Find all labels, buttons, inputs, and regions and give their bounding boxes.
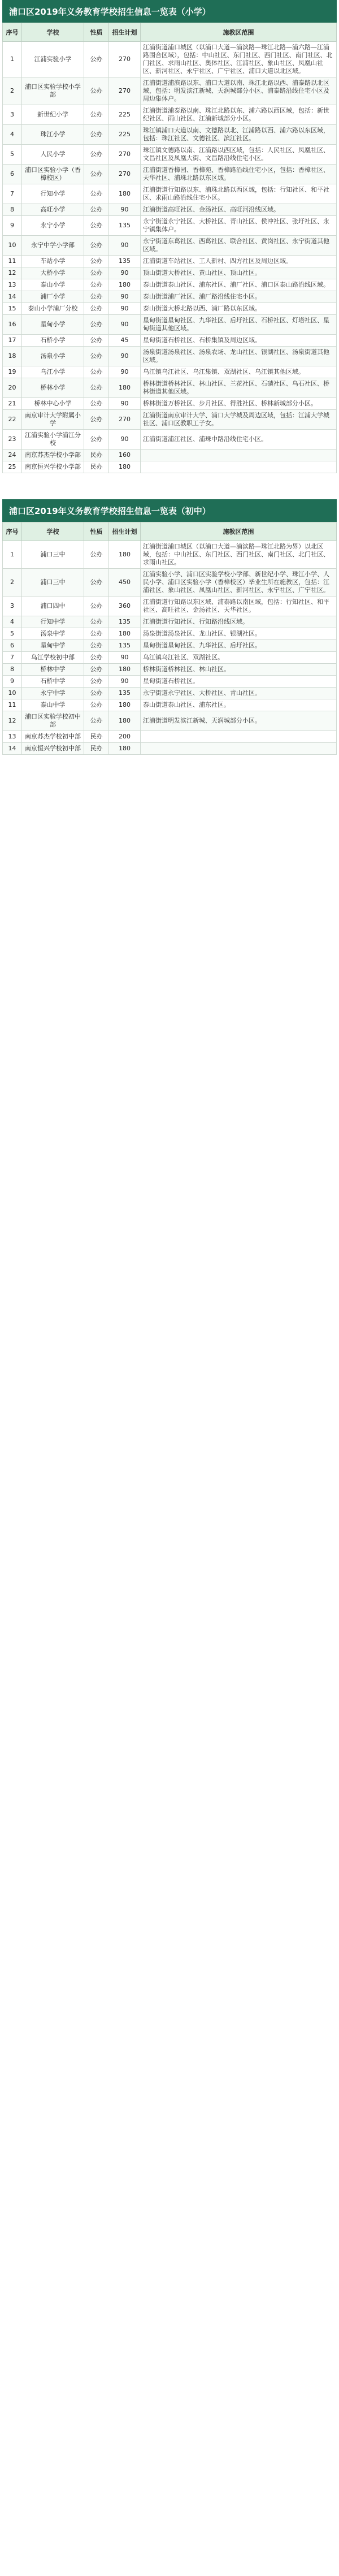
table-row [3, 688, 337, 699]
catchment-area [141, 731, 337, 743]
row-number: 5 [3, 628, 22, 640]
table-row [3, 145, 337, 165]
row-number: 7 [3, 184, 22, 204]
row-number: 16 [3, 315, 22, 335]
table-row [3, 430, 337, 449]
school-name: 南京苏杰学校初中部 [22, 731, 84, 743]
catchment-area: 江浦街道浦泰路以南、珠江北路以东、浦六路以西区域，包括：新世纪社区、雨山社区、江浦新城部分小区。 [141, 105, 337, 125]
row-number: 3 [3, 105, 22, 125]
table-row [3, 204, 337, 216]
enrollment-plan: 90 [109, 366, 141, 378]
catchment-area: 江浦街道南京审计大学、浦口大学城及周边区域，包括：江浦大学城社区、浦口区教职工子女。 [141, 410, 337, 430]
row-number: 22 [3, 410, 22, 430]
enrollment-plan: 90 [109, 676, 141, 688]
school-name: 浦口区实验学校初中部 [22, 711, 84, 731]
school-name: 桥林中学 [22, 664, 84, 676]
row-number: 8 [3, 664, 22, 676]
row-number: 20 [3, 378, 22, 398]
school-type: 公办 [84, 347, 109, 366]
row-number: 11 [3, 256, 22, 267]
enrollment-plan: 450 [109, 569, 141, 597]
enrollment-plan: 90 [109, 303, 141, 315]
enrollment-plan: 180 [109, 628, 141, 640]
catchment-area: 桥林街道万桥社区、步月社区、得胜社区、桥林新城部分小区。 [141, 398, 337, 410]
table-row [3, 731, 337, 743]
enrollment-plan: 135 [109, 640, 141, 652]
row-number: 23 [3, 430, 22, 449]
enrollment-plan: 90 [109, 347, 141, 366]
table-row [3, 165, 337, 184]
row-number: 2 [3, 569, 22, 597]
primary-school-table [2, 23, 337, 473]
school-name: 浦口区实验学校小学部 [22, 77, 84, 105]
school-name: 浦口区实验小学（香樟校区） [22, 165, 84, 184]
catchment-area: 乌江镇乌江社区、乌江集镇、双湖社区、乌江镇其他区域。 [141, 366, 337, 378]
school-type: 公办 [84, 688, 109, 699]
school-type: 公办 [84, 303, 109, 315]
catchment-area: 江浦街道高旺社区、金汤社区、高旺河沿线区域。 [141, 204, 337, 216]
school-name: 乌江学校初中部 [22, 652, 84, 664]
primary-header-row [3, 23, 337, 42]
table-row [3, 347, 337, 366]
school-name: 江浦实验小学浦江分校 [22, 430, 84, 449]
school-name: 星甸小学 [22, 315, 84, 335]
row-number: 5 [3, 145, 22, 165]
school-name: 汤泉中学 [22, 628, 84, 640]
school-name: 星甸中学 [22, 640, 84, 652]
school-type: 公办 [84, 125, 109, 145]
table-row [3, 616, 337, 628]
school-type: 公办 [84, 216, 109, 236]
catchment-area: 星甸街道星甸社区、九华社区、后圩社区。 [141, 640, 337, 652]
catchment-area: 永宁街道永宁社区、大桥社区、青山社区。 [141, 688, 337, 699]
school-name: 桥林小学 [22, 378, 84, 398]
school-name: 南京审计大学附属小学 [22, 410, 84, 430]
row-number: 3 [3, 597, 22, 616]
column-header: 学校 [22, 23, 84, 42]
school-type: 公办 [84, 569, 109, 597]
column-header: 施教区范围 [141, 23, 337, 42]
school-type: 公办 [84, 699, 109, 711]
table-row [3, 410, 337, 430]
table-row [3, 105, 337, 125]
school-name: 人民小学 [22, 145, 84, 165]
row-number: 9 [3, 676, 22, 688]
catchment-area [141, 461, 337, 473]
school-name: 泰山中学 [22, 699, 84, 711]
enrollment-plan: 270 [109, 42, 141, 77]
school-type: 公办 [84, 315, 109, 335]
table-row [3, 184, 337, 204]
school-type: 公办 [84, 236, 109, 256]
enrollment-plan: 180 [109, 461, 141, 473]
row-number: 9 [3, 216, 22, 236]
row-number: 17 [3, 335, 22, 347]
enrollment-plan: 135 [109, 256, 141, 267]
column-header: 性质 [84, 522, 109, 541]
table-row [3, 216, 337, 236]
enrollment-plan: 135 [109, 216, 141, 236]
column-header: 招生计划 [109, 23, 141, 42]
table-row [3, 366, 337, 378]
school-type: 公办 [84, 165, 109, 184]
row-number: 10 [3, 688, 22, 699]
school-type: 公办 [84, 430, 109, 449]
table-row [3, 125, 337, 145]
enrollment-plan: 90 [109, 652, 141, 664]
school-name: 石桥中学 [22, 676, 84, 688]
enrollment-plan: 90 [109, 204, 141, 216]
column-header: 学校 [22, 522, 84, 541]
primary-section [0, 0, 339, 473]
catchment-area: 汤泉街道汤泉社区、汤泉农场、龙山社区、银湖社区、汤泉街道其他区域。 [141, 347, 337, 366]
catchment-area: 泰山街道浦厂社区、浦厂路沿线住宅小区。 [141, 291, 337, 303]
school-name: 永宁中学 [22, 688, 84, 699]
table-row [3, 461, 337, 473]
school-type: 民办 [84, 731, 109, 743]
enrollment-plan: 200 [109, 731, 141, 743]
row-number: 24 [3, 449, 22, 461]
school-name: 南京恒兴学校小学部 [22, 461, 84, 473]
column-header: 序号 [3, 23, 22, 42]
column-header: 施教区范围 [141, 522, 337, 541]
table-row [3, 256, 337, 267]
catchment-area: 泰山街道大桥北路以西、浦厂路以东区域。 [141, 303, 337, 315]
school-type: 民办 [84, 461, 109, 473]
catchment-area: 永宁街道永宁社区、大桥社区、青山社区、侯冲社区、张圩社区、永宁镇集体户。 [141, 216, 337, 236]
enrollment-plan: 225 [109, 105, 141, 125]
table-row [3, 449, 337, 461]
table-row [3, 42, 337, 77]
row-number: 21 [3, 398, 22, 410]
school-name: 浦厂小学 [22, 291, 84, 303]
column-header: 性质 [84, 23, 109, 42]
school-type: 公办 [84, 652, 109, 664]
school-type: 公办 [84, 184, 109, 204]
table-row [3, 236, 337, 256]
catchment-area: 江浦街道浦滨路以东、浦口大道以南、珠江北路以西、浦泰路以北区域，包括：明发滨江新城、天润城部分小区、浦泰路沿线住宅小区及周边集体户。 [141, 77, 337, 105]
enrollment-plan: 270 [109, 145, 141, 165]
school-type: 公办 [84, 398, 109, 410]
row-number: 14 [3, 291, 22, 303]
row-number: 1 [3, 42, 22, 77]
row-number: 4 [3, 616, 22, 628]
school-name: 永宁中学小学部 [22, 236, 84, 256]
school-name: 新世纪小学 [22, 105, 84, 125]
enrollment-plan: 135 [109, 688, 141, 699]
column-header: 招生计划 [109, 522, 141, 541]
row-number: 6 [3, 165, 22, 184]
school-name: 汤泉小学 [22, 347, 84, 366]
school-name: 泰山小学浦厂分校 [22, 303, 84, 315]
school-type: 公办 [84, 541, 109, 569]
row-number: 12 [3, 267, 22, 279]
catchment-area: 江浦实验小学、浦口区实验学校小学部、新世纪小学、珠江小学、人民小学、浦口区实验小学（香樟校区）毕业生所在施教区，包括：江浦社区、象山社区、凤凰山社区、新河社区、永宁社区、广宁社区。 [141, 569, 337, 597]
school-type: 公办 [84, 664, 109, 676]
enrollment-plan: 180 [109, 711, 141, 731]
row-number: 18 [3, 347, 22, 366]
school-type: 公办 [84, 256, 109, 267]
table-row [3, 664, 337, 676]
school-name: 南京恒兴学校初中部 [22, 743, 84, 755]
row-number: 11 [3, 699, 22, 711]
enrollment-plan: 90 [109, 398, 141, 410]
enrollment-plan: 270 [109, 165, 141, 184]
school-type: 公办 [84, 279, 109, 291]
enrollment-plan: 270 [109, 410, 141, 430]
row-number: 12 [3, 711, 22, 731]
school-name: 浦口四中 [22, 597, 84, 616]
catchment-area: 江浦街道车站社区、工人新村、四方社区及周边区域。 [141, 256, 337, 267]
row-number: 14 [3, 743, 22, 755]
row-number: 13 [3, 731, 22, 743]
school-name: 乌江小学 [22, 366, 84, 378]
middle-school-table [2, 522, 337, 755]
enrollment-plan: 225 [109, 125, 141, 145]
school-name: 泰山小学 [22, 279, 84, 291]
table-row [3, 398, 337, 410]
enrollment-plan: 180 [109, 664, 141, 676]
enrollment-plan: 180 [109, 279, 141, 291]
school-type: 公办 [84, 616, 109, 628]
middle-section [0, 499, 339, 755]
catchment-area [141, 449, 337, 461]
table-row [3, 597, 337, 616]
catchment-area: 江浦街道行知社区、行知路沿线区域。 [141, 616, 337, 628]
column-header: 序号 [3, 522, 22, 541]
table-row [3, 291, 337, 303]
school-name: 桥林中心小学 [22, 398, 84, 410]
school-name: 浦口三中 [22, 541, 84, 569]
school-type: 公办 [84, 597, 109, 616]
school-type: 公办 [84, 378, 109, 398]
catchment-area: 江浦街道行知路以东区域、浦泰路以南区域，包括：行知社区、和平社区、高旺社区、金汤社区、天华社区。 [141, 597, 337, 616]
enrollment-plan: 180 [109, 184, 141, 204]
catchment-area: 江浦街道浦江社区、浦珠中路沿线住宅小区。 [141, 430, 337, 449]
catchment-area: 乌江镇乌江社区、双湖社区。 [141, 652, 337, 664]
enrollment-plan: 180 [109, 699, 141, 711]
row-number: 25 [3, 461, 22, 473]
enrollment-plan: 90 [109, 315, 141, 335]
enrollment-plan: 180 [109, 541, 141, 569]
enrollment-plan: 270 [109, 77, 141, 105]
table-row [3, 743, 337, 755]
catchment-area: 泰山街道泰山社区、浦东社区。 [141, 699, 337, 711]
school-type: 公办 [84, 676, 109, 688]
catchment-area: 桥林街道桥林社区、林山社区、兰花社区、石碛社区、乌石社区、桥林街道其他区域。 [141, 378, 337, 398]
catchment-area: 顶山街道大桥社区、黄山社区、顶山社区。 [141, 267, 337, 279]
catchment-area: 桥林街道桥林社区、林山社区。 [141, 664, 337, 676]
enrollment-plan: 45 [109, 335, 141, 347]
table-row [3, 628, 337, 640]
table-row [3, 676, 337, 688]
catchment-area: 星甸街道石桥社区、石桥集镇及周边区域。 [141, 335, 337, 347]
school-name: 石桥小学 [22, 335, 84, 347]
school-name: 永宁小学 [22, 216, 84, 236]
catchment-area: 珠江镇浦口大道以南、文德路以北、江浦路以西、浦六路以东区域，包括：珠江社区、文德社区、滨江社区。 [141, 125, 337, 145]
school-name: 珠江小学 [22, 125, 84, 145]
middle-header-row [3, 522, 337, 541]
table-row [3, 77, 337, 105]
school-name: 浦口三中 [22, 569, 84, 597]
catchment-area: 江浦街道明发滨江新城、天润城部分小区。 [141, 711, 337, 731]
catchment-area: 江浦街道浦口城区（以浦口大道—浦滨路—珠江北路为界）以北区域，包括：中山社区、东门社区、西门社区、南门社区、北门社区、求雨山社区。 [141, 541, 337, 569]
catchment-area: 江浦街道浦口城区（以浦口大道—浦滨路—珠江北路—浦六路—江浦路围合区域），包括：中山社区、东门社区、西门社区、南门社区、北门社区、求雨山社区、奥体社区、江浦社区、象山社区、凤凰山社区、新河社区、永宁社区、广宁社区、浦口大道以北区域。 [141, 42, 337, 77]
primary-table-title: 浦口区2019年义务教育学校招生信息一览表（小学） [2, 0, 337, 23]
school-type: 公办 [84, 628, 109, 640]
table-row [3, 569, 337, 597]
school-name: 江浦实验小学 [22, 42, 84, 77]
row-number: 10 [3, 236, 22, 256]
school-type: 公办 [84, 145, 109, 165]
catchment-area: 珠江镇文德路以南、江浦路以西区域，包括：人民社区、凤凰社区、文昌社区及凤凰大街、文昌路沿线住宅小区。 [141, 145, 337, 165]
row-number: 2 [3, 77, 22, 105]
row-number: 15 [3, 303, 22, 315]
table-row [3, 303, 337, 315]
enrollment-plan: 180 [109, 378, 141, 398]
school-type: 公办 [84, 42, 109, 77]
table-row [3, 267, 337, 279]
table-row [3, 640, 337, 652]
enrollment-plan: 90 [109, 291, 141, 303]
table-row [3, 699, 337, 711]
row-number: 1 [3, 541, 22, 569]
school-type: 公办 [84, 410, 109, 430]
table-row [3, 378, 337, 398]
catchment-area: 星甸街道星甸社区、九华社区、后圩社区、石桥社区、灯塔社区、星甸街道其他区域。 [141, 315, 337, 335]
enrollment-plan: 160 [109, 449, 141, 461]
school-name: 行知中学 [22, 616, 84, 628]
catchment-area: 泰山街道泰山社区、浦东社区、浦厂社区、浦口区泰山路沿线区域。 [141, 279, 337, 291]
school-type: 公办 [84, 105, 109, 125]
school-type: 公办 [84, 640, 109, 652]
school-type: 公办 [84, 77, 109, 105]
section-divider [0, 473, 339, 499]
table-row [3, 315, 337, 335]
enrollment-plan: 180 [109, 743, 141, 755]
row-number: 19 [3, 366, 22, 378]
catchment-area: 江浦街道行知路以东、浦珠北路以西区域，包括：行知社区、和平社区、求雨山路沿线住宅小区。 [141, 184, 337, 204]
enrollment-plan: 90 [109, 430, 141, 449]
school-name: 大桥小学 [22, 267, 84, 279]
enrollment-plan: 360 [109, 597, 141, 616]
school-type: 公办 [84, 267, 109, 279]
school-name: 高旺小学 [22, 204, 84, 216]
school-name: 行知小学 [22, 184, 84, 204]
table-row [3, 652, 337, 664]
school-type: 公办 [84, 711, 109, 731]
school-name: 车站小学 [22, 256, 84, 267]
row-number: 7 [3, 652, 22, 664]
enrollment-plan: 90 [109, 236, 141, 256]
middle-table-title: 浦口区2019年义务教育学校招生信息一览表（初中） [2, 499, 337, 522]
enrollment-plan: 135 [109, 616, 141, 628]
enrollment-plan: 90 [109, 267, 141, 279]
school-type: 民办 [84, 743, 109, 755]
row-number: 6 [3, 640, 22, 652]
catchment-area [141, 743, 337, 755]
catchment-area: 江浦街道香樟园、香樟苑、香樟路沿线住宅小区，包括：香樟社区、天华社区、浦珠北路以东区域。 [141, 165, 337, 184]
school-type: 公办 [84, 204, 109, 216]
school-name: 南京苏杰学校小学部 [22, 449, 84, 461]
catchment-area: 永宁街道东葛社区、西葛社区、联合社区、黄岗社区、永宁街道其他区域。 [141, 236, 337, 256]
school-type: 民办 [84, 449, 109, 461]
catchment-area: 星甸街道石桥社区。 [141, 676, 337, 688]
catchment-area: 汤泉街道汤泉社区、龙山社区、银湖社区。 [141, 628, 337, 640]
school-type: 公办 [84, 366, 109, 378]
table-row [3, 711, 337, 731]
row-number: 4 [3, 125, 22, 145]
school-type: 公办 [84, 291, 109, 303]
table-row [3, 279, 337, 291]
table-row [3, 335, 337, 347]
table-row [3, 541, 337, 569]
row-number: 8 [3, 204, 22, 216]
row-number: 13 [3, 279, 22, 291]
school-type: 公办 [84, 335, 109, 347]
